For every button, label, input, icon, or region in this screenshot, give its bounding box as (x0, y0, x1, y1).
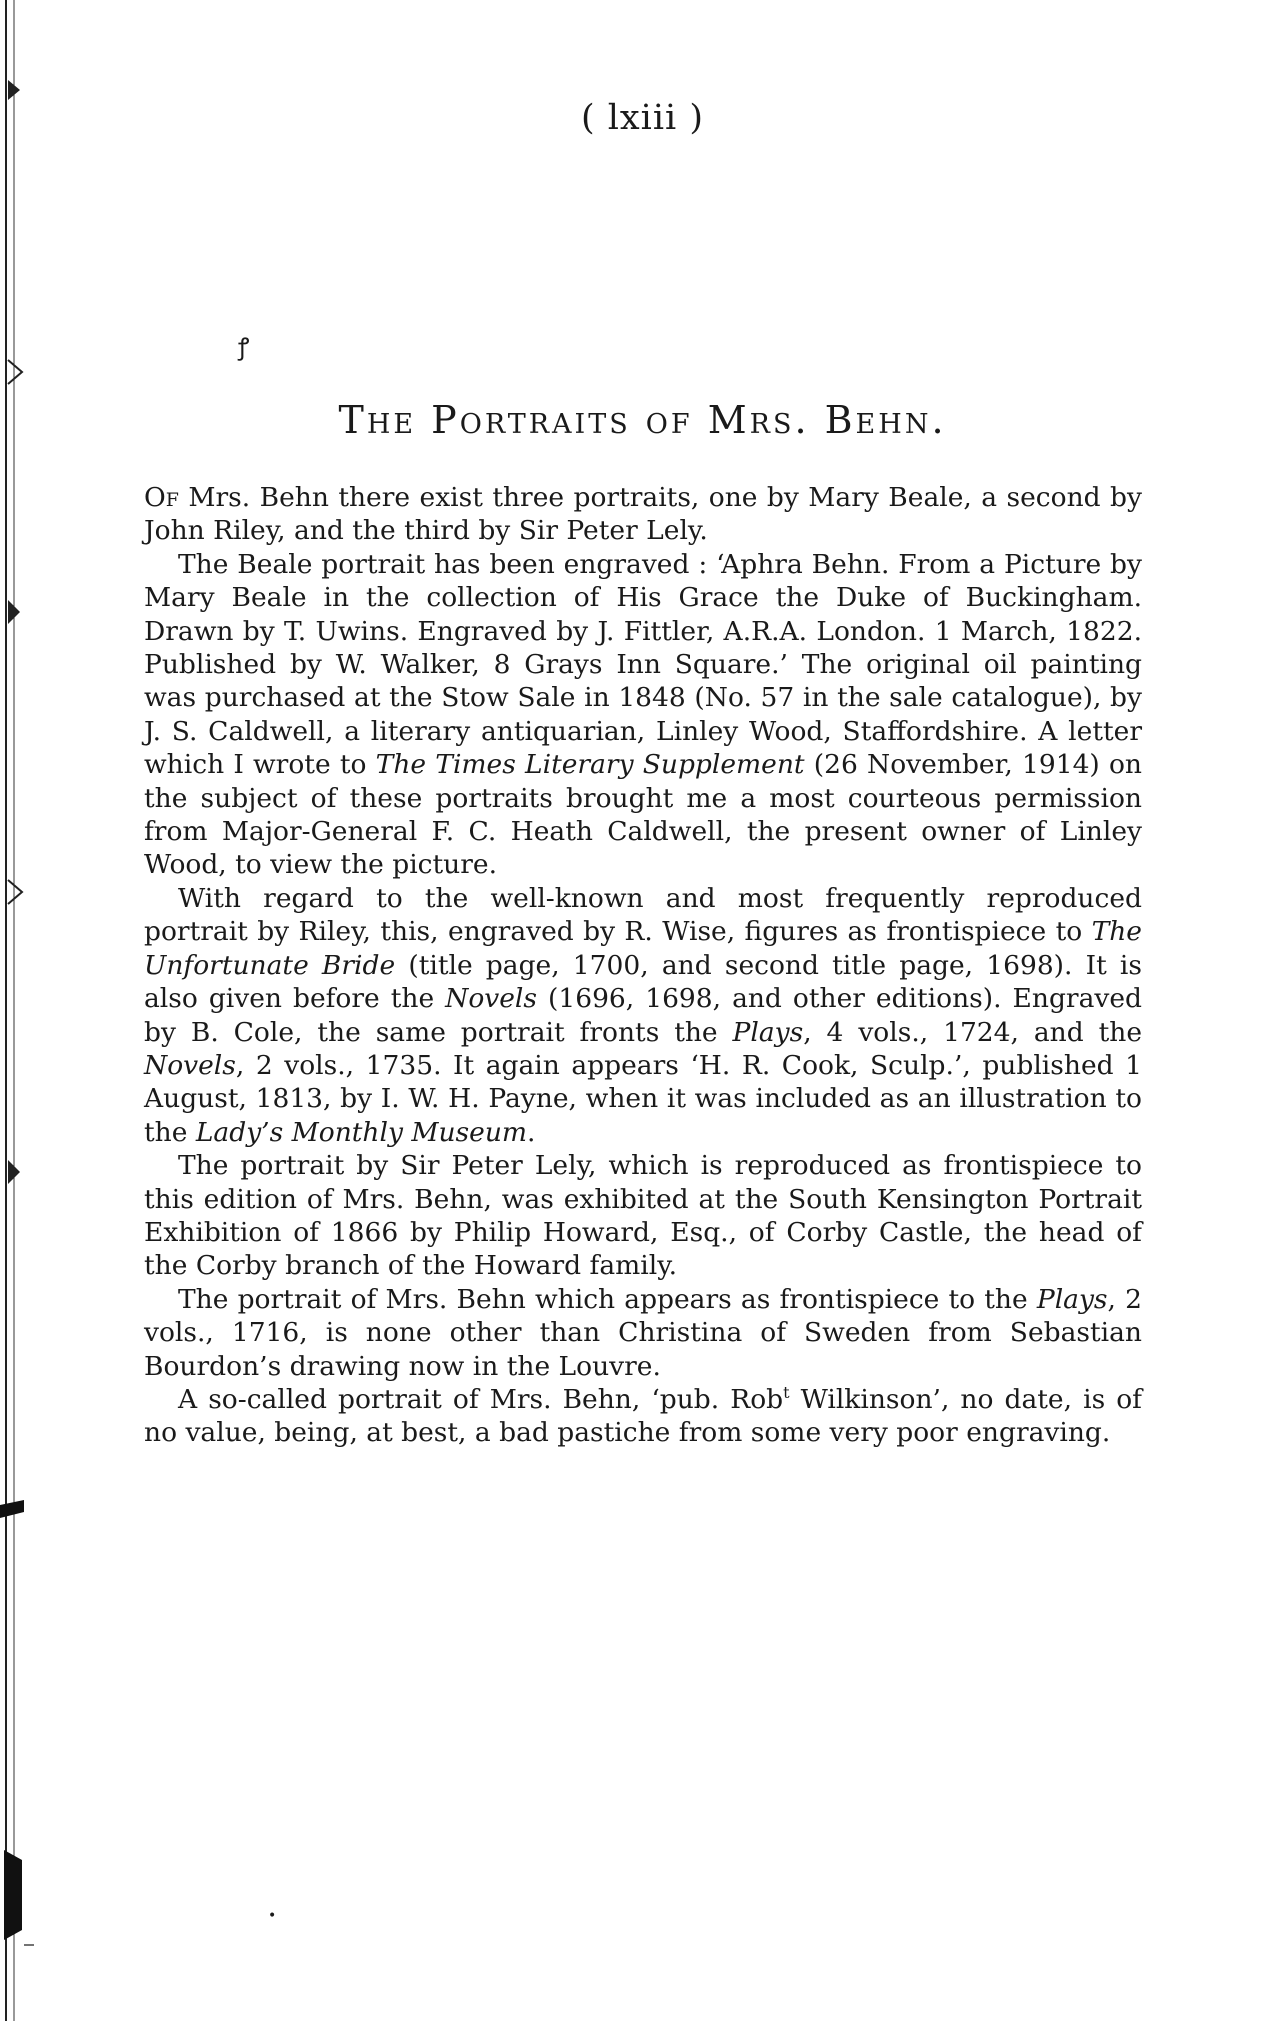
page-number: ( lxiii ) (580, 98, 705, 138)
paragraph-text: , 4 vols., 1724, and the (803, 1016, 1143, 1048)
chapter-title: The Portraits of Mrs. Behn. (338, 398, 947, 442)
paragraph-text: (1696, 1698, and other editions). Engraved by B. Cole, the same portrait fronts the (144, 983, 1142, 1048)
italic-title: Lady’s Monthly Museum (195, 1116, 528, 1148)
stray-dot: • (268, 1908, 277, 1924)
italic-title: Plays (732, 1016, 804, 1048)
paragraph-text: A so-called portrait of Mrs. Behn, ‘pub. Rob (178, 1383, 784, 1415)
paragraph-1 (144, 481, 1142, 548)
paragraph-2 (144, 548, 1142, 882)
paragraph-text: . (527, 1116, 536, 1148)
paragraph-text: (title page, 1700, and second title page, 1698). It is also given before the (144, 949, 1142, 1015)
superscript: t (783, 1383, 790, 1403)
paragraph-text: The portrait by Sir Peter Lely, which is reproduced as frontispiece to this edition of Mrs. Behn, was exhibited at the South Kensington Portrait Exhibition of 1866 by Philip Howard, Esq., of Corby Castle, the head of the Corby branch of the Howard family. (144, 1150, 1142, 1282)
paragraph-text: Mrs. Behn there exist three portraits, one by Mary Beale, a second by John Riley, and the third by Sir Peter Lely. (144, 482, 1142, 547)
paragraph-text: (26 November, 1914) on the subject of these portraits brought me a most courteous permission from Major-General F. C. Heath Caldwell, the present owner of Linley Wood, to view the picture. (144, 749, 1142, 881)
paragraph-6 (144, 1383, 1142, 1450)
paragraph-text: The Beale portrait has been engraved : ‘Aphra Behn. From a Picture by Mary Beale in the collection of His Grace the Duke of Buckingham. Drawn by T. Uwins. Engraved by J. Fittler, A.R.A. London. 1 March, 1822. Published by W. Walker, 8 Grays Inn Square.’ The original oil painting was purchased at the Stow Sale in 1848 (No. 57 in the sale catalogue), by J. S. Caldwell, a literary antiquarian, Linley Wood, Staffordshire. A letter which I wrote to (144, 548, 1142, 781)
italic-title: Novels (144, 1049, 236, 1081)
paragraph-text: , 2 vols., 1716, is none other than Christina of Sweden from Sebastian Bourdon’s drawing now in the Louvre. (144, 1283, 1142, 1382)
ornament-mark: ꝭ (238, 333, 250, 361)
dropcap-words: Of (144, 482, 179, 513)
italic-title: Novels (445, 983, 538, 1015)
paragraph-4 (144, 1149, 1142, 1283)
italic-title: Plays (1036, 1283, 1108, 1315)
binding-edge-marks (0, 0, 40, 2021)
paragraph-text: The portrait of Mrs. Behn which appears as frontispiece to the (178, 1283, 1037, 1315)
paragraph-5 (144, 1283, 1142, 1383)
paragraph-text: With regard to the well-known and most frequently reproduced portrait by Riley, this, engraved by R. Wise, figures as frontispiece to (144, 882, 1142, 948)
main-text (144, 481, 1142, 1450)
paragraph-text: Wilkinson’, no date, is of no value, being, at best, a bad pastiche from some very poor engraving. (144, 1383, 1142, 1449)
italic-title: The Times Literary Supplement (375, 749, 805, 781)
paragraph-text: , 2 vols., 1735. It again appears ‘H. R. Cook, Sculp.’, published 1 August, 1813, by I. W. H. Payne, when it was included as an illustration to the (144, 1049, 1142, 1148)
paragraph-3 (144, 882, 1142, 1149)
italic-title: The Unfortunate Bride (144, 916, 1142, 981)
